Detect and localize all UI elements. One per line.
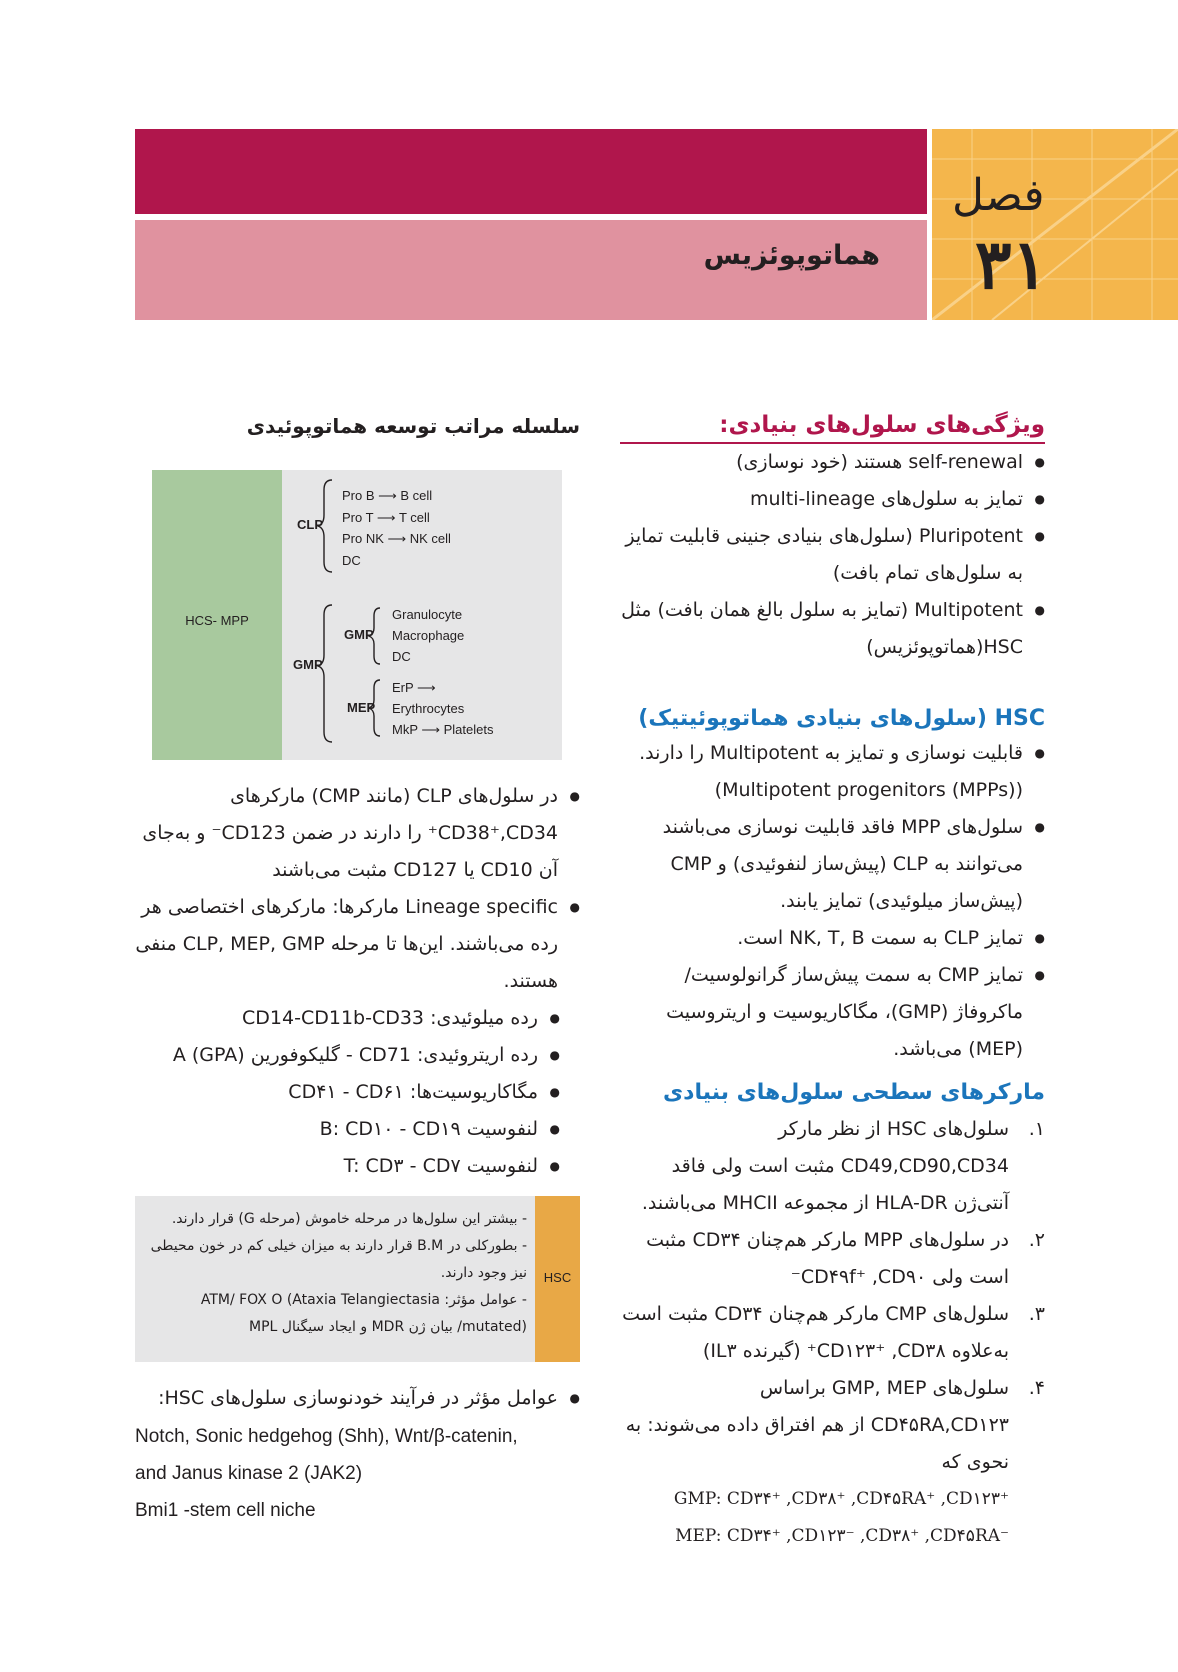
stem-list bbox=[620, 444, 1045, 666]
chapter-title: هماتوپوئزیس bbox=[703, 240, 880, 271]
diagram-title: سلسله مراتب توسعه هماتوپوئیدی bbox=[246, 414, 580, 438]
mep-label: MEP bbox=[347, 700, 376, 715]
list-item: Pro B ⟶ B cell bbox=[342, 488, 433, 503]
list-item: Bmi1 -stem cell niche bbox=[135, 1500, 316, 1521]
hsc-note-lines bbox=[145, 1206, 527, 1341]
list-item: ● رده میلوئیدی: CD14-CD11b-CD33 bbox=[135, 1000, 560, 1037]
list-item: ● Pluripotent (سلول‌های بنیادی جنینی قابلیت تمایز به سلول‌های تمام بافت) bbox=[620, 518, 1045, 592]
list-item: ● قابلیت نوسازی و تمایز به Multipotent را دارند. (Multipotent progenitors (MPPs)) bbox=[620, 735, 1045, 809]
chapter-number: ۳۱ bbox=[975, 225, 1049, 305]
hsc-heading: HSC (سلول‌های بنیادی هماتوپوئیتیک) bbox=[638, 706, 1045, 731]
list-item: Pro T ⟶ T cell bbox=[342, 509, 430, 525]
stem-section bbox=[620, 412, 1045, 666]
clp-items bbox=[342, 485, 451, 571]
list-item: ● Multipotent (تمایز به سلول بالغ همان بافت) مثل HSC(هماتوپوئزیس) bbox=[620, 592, 1045, 666]
list-item: DC bbox=[392, 649, 411, 664]
list-item: and Janus kinase 2 (JAK2) bbox=[135, 1463, 363, 1484]
gmp-outer-label: GMP bbox=[293, 657, 323, 672]
factors-en bbox=[135, 1418, 580, 1529]
left-sub-items bbox=[135, 1000, 580, 1185]
list-item: MkP ⟶ Platelets bbox=[392, 722, 494, 737]
list-item: ● سلول‌های MPP فاقد قابلیت نوسازی می‌باشند می‌توانند به CLP (پیش‌ساز لنفوئیدی) و CMP (پیش‌ساز میلوئیدی) تمایز یابند. bbox=[620, 809, 1045, 920]
list-item: ● در سلول‌های CLP (مانند CMP) مارکرهای CD38⁺,CD34⁺ را دارند در ضمن CD123⁻ و به‌جای آن CD10 یا CD127 مثبت می‌باشند bbox=[135, 778, 580, 889]
list-item: ● مگاکاریوسیت‌ها: CD۴۱ - CD۶۱ bbox=[135, 1074, 560, 1111]
hsc-section bbox=[620, 706, 1045, 1068]
mep-items bbox=[392, 677, 494, 740]
markers-section bbox=[620, 1080, 1045, 1555]
left-items bbox=[135, 778, 580, 1000]
list-item: ۱. سلول‌های HSC از نظر مارکر CD49,CD90,CD34 مثبت است ولی فاقد آنتی‌ژن HLA-DR از مجموعه MHCII می‌باشند. bbox=[641, 1118, 1045, 1214]
list-item: Macrophage bbox=[392, 628, 465, 643]
list-item: ● Lineage specific مارکرها: مارکرهای اختصاصی هر رده می‌باشند. این‌ها تا مرحله CLP, MEP, GMP منفی هستند. bbox=[135, 889, 580, 1000]
list-item: DC bbox=[342, 552, 361, 568]
left-list bbox=[135, 778, 580, 1185]
factors-section bbox=[135, 1380, 580, 1417]
list-item: ● تمایز به سلول‌های multi-lineage bbox=[620, 481, 1045, 518]
list-item: ● رده اریتروئیدی: CD71 - گلیکوفورین A (GPA) bbox=[135, 1037, 560, 1074]
grid-pattern bbox=[932, 129, 1178, 320]
factors-text: ● عوامل مؤثر در فرآیند خودنوسازی سلول‌های HSC: bbox=[135, 1380, 580, 1417]
header-band-dark bbox=[135, 129, 927, 214]
markers-heading: مارکرهای سطحی سلول‌های بنیادی bbox=[663, 1080, 1045, 1105]
list-item: ۲. در سلول‌های MPP مارکر هم‌چنان CD۳۴ مثبت است ولی CD۴۹f⁺ ,CD۹۰⁻ bbox=[646, 1229, 1045, 1288]
mep-marker-line: MEP: CD۳۴⁺ ,CD۱۲۳⁻ ,CD۳۸⁺ ,CD۴۵RA⁻ bbox=[675, 1526, 1009, 1546]
list-item: ۴. سلول‌های GMP, MEP براساس CD۴۵RA,CD۱۲۳ از هم افتراق داده می‌شوند: به نحوی که bbox=[625, 1377, 1045, 1473]
gmp-items bbox=[392, 604, 464, 667]
chapter-badge bbox=[932, 129, 1178, 320]
list-item: ● لنفوسیت B: CD۱۰ - CD۱۹ bbox=[135, 1111, 560, 1148]
list-item: ● تمایز CLP به سمت NK, T, B است. bbox=[620, 920, 1045, 957]
gmp-label: GMP bbox=[344, 627, 374, 642]
list-item: Pro NK ⟶ NK cell bbox=[342, 531, 451, 546]
list-item: - بیشتر این سلول‌ها در مرحله خاموش (مرحله G) قرار دارند. bbox=[171, 1211, 527, 1227]
chapter-word: فصل bbox=[952, 170, 1045, 221]
clp-label: CLP bbox=[297, 517, 323, 532]
gmp-marker-line: GMP: CD۳۴⁺ ,CD۳۸⁺ ,CD۴۵RA⁺ ,CD۱۲۳⁺ bbox=[673, 1489, 1009, 1509]
list-item: ErP ⟶ bbox=[392, 680, 436, 695]
list-item: - بطورکلی در B.M قرار دارند به میزان خیلی کم در خون محیطی نیز وجود دارند. bbox=[150, 1238, 527, 1281]
hsc-tab-label: HSC bbox=[543, 1270, 572, 1285]
list-item: Granulocyte bbox=[392, 607, 463, 622]
list-item: ۳. سلول‌های CMP مارکر هم‌چنان CD۳۴ مثبت است به‌علاوه CD۱۲۳⁺ ,CD۳۸⁺ (گیرنده IL۳) bbox=[622, 1303, 1045, 1362]
markers-list bbox=[620, 1111, 1045, 1555]
list-item: Erythrocytes bbox=[392, 701, 465, 716]
stem-heading: ویژگی‌های سلول‌های بنیادی: bbox=[719, 412, 1045, 438]
hsc-list bbox=[620, 735, 1045, 1068]
list-item: ● تمایز CMP به سمت پیش‌ساز گرانولوسیت/ ماکروفاژ (GMP)، مگاکاریوسیت و اریتروسیت (MEP) می‌باشد. bbox=[620, 957, 1045, 1068]
list-item: ● لنفوسیت T: CD۳ - CD۷ bbox=[135, 1148, 560, 1185]
list-item: Notch, Sonic hedgehog (Shh), Wnt/β-catenin, bbox=[135, 1426, 518, 1447]
list-item: - عوامل مؤثر: ATM/ FOX O (Ataxia Telangiectasia mutated)/ بیان ژن MDR و ایجاد سیگنال MPL bbox=[200, 1292, 527, 1335]
list-item: ● self-renewal هستند (خود نوسازی) bbox=[620, 444, 1045, 481]
diagram-root-label: HCS- MPP bbox=[185, 613, 249, 628]
